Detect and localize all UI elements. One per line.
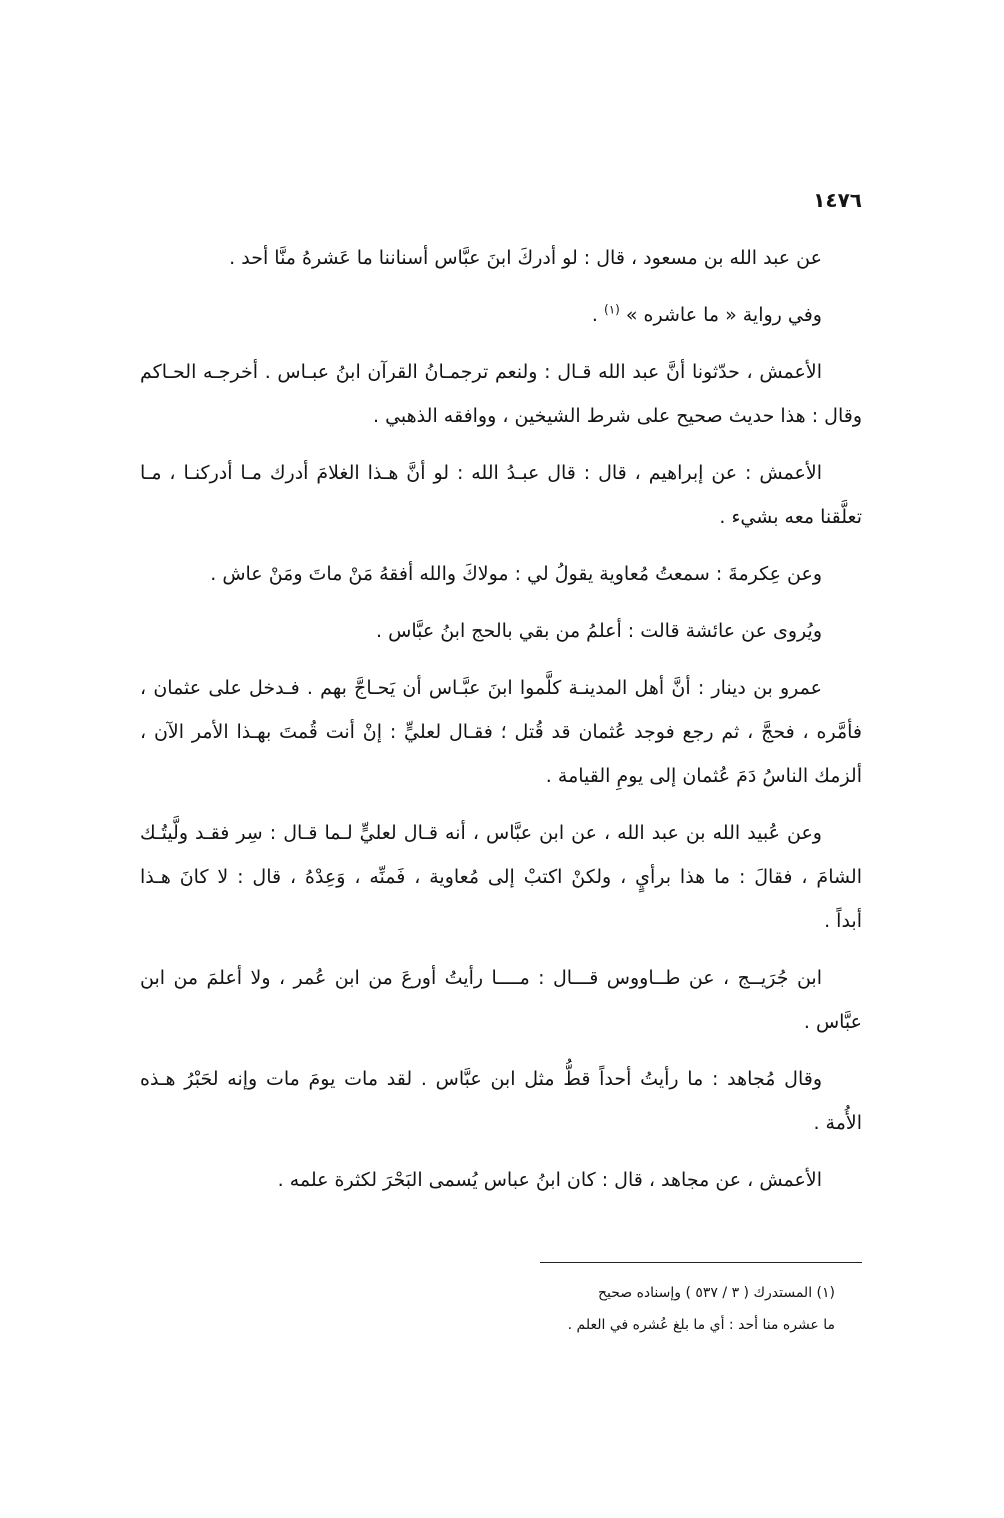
- text-line: أبداً .: [824, 910, 862, 932]
- text-line: الأعمش ، عن مجاهد ، قال : كان ابنُ عباس يُسمى البَحْرَ لكثرة علمه .: [277, 1169, 822, 1191]
- paragraph: [140, 1057, 862, 1145]
- paragraph: [140, 666, 862, 798]
- line-text: وفي رواية « ما عاشره »: [625, 304, 822, 326]
- text-line: الأُمة .: [813, 1112, 862, 1134]
- footnote: ما عشره منا أحد : أي ما بلغ عُشره في العلم .: [567, 1317, 835, 1333]
- text-line: الأعمش : عن إبراهيم ، قال : قال عبـدُ الله : لو أنَّ هـذا الغلامَ أدرك مـا أدركنـا ، مـا: [140, 462, 822, 484]
- text-line: [140, 293, 862, 337]
- paragraph: [140, 811, 862, 943]
- text-line: ألزمك الناسُ دَمَ عُثمان إلى يومِ القيامة .: [545, 765, 862, 787]
- text-line: الشامَ ، فقالَ : ما هذا برأيٍ ، ولكنْ اكتبْ إلى مُعاوية ، فَمنِّه ، وَعِدْهُ ، قال : لا كانَ هـذا: [140, 866, 862, 888]
- footnote-separator: [540, 1262, 862, 1263]
- line-end: .: [591, 304, 598, 326]
- paragraph: [140, 293, 862, 337]
- body-text: [140, 236, 862, 1215]
- paragraph: [140, 350, 862, 438]
- text-line: عن عبد الله بن مسعود ، قال : لو أدركَ ابنَ عبَّاس أسناننا ما عَشرهُ منَّا أحد .: [229, 247, 822, 269]
- paragraph: [140, 451, 862, 539]
- text-line: وقال : هذا حديث صحيح على شرط الشيخين ، ووافقه الذهبي .: [373, 405, 862, 427]
- text-line: عمرو بن دينار : أنَّ أهل المدينـة كلَّموا ابنَ عبَّـاس أن يَحـاجَّ بهم . فـدخل على عثمان ،: [140, 677, 822, 699]
- text-line: ويُروى عن عائشة قالت : أعلمُ من بقي بالحج ابنُ عبَّاس .: [376, 620, 822, 642]
- paragraph: [140, 236, 862, 280]
- text-line: تعلَّقنا معه بشيء .: [719, 506, 862, 528]
- paragraph: [140, 552, 862, 596]
- paragraph: [140, 609, 862, 653]
- page-number: ١٤٧٦: [813, 188, 862, 212]
- text-line: وعن عِكرمةَ : سمعتُ مُعاوية يقولُ لي : مولاكَ والله أفقهُ مَنْ ماتَ ومَنْ عاش .: [210, 563, 822, 585]
- footnotes: [140, 1279, 862, 1343]
- text-line: عبَّاس .: [803, 1011, 862, 1033]
- text-line: وعن عُبيد الله بن عبد الله ، عن ابن عبَّاس ، أنه قـال لعليٍّ لـما قـال : سِر فقـد ولَّيتُـك: [140, 822, 822, 844]
- text-line: الأعمش ، حدّثونا أنَّ عبد الله قـال : ولنعم ترجمـانُ القرآن ابنُ عبـاس . أخرجـه الحـاكم: [140, 361, 822, 383]
- footnote: (١) المستدرك ( ٣ / ٥٣٧ ) وإسناده صحيح: [597, 1285, 835, 1301]
- paragraph: [140, 1158, 862, 1202]
- text-line: وقال مُجاهد : ما رأيتُ أحداً قطُّ مثل ابن عبَّاس . لقد مات يومَ مات وإنه لحَبْرُ هـذه: [140, 1068, 822, 1090]
- footnote-marker: (١): [604, 302, 620, 317]
- text-line: ابن جُرَيــج ، عن طــاووس قـــال : مــــا رأيتُ أورعَ من ابن عُمر ، ولا أعلمَ من ابن: [140, 967, 822, 989]
- paragraph: [140, 956, 862, 1044]
- text-line: فأمَّره ، فحجَّ ، ثم رجع فوجد عُثمان قد قُتل ؛ فقـال لعليٍّ : إنْ أنت قُمتَ بهـذا الأمر الآن ،: [140, 721, 862, 743]
